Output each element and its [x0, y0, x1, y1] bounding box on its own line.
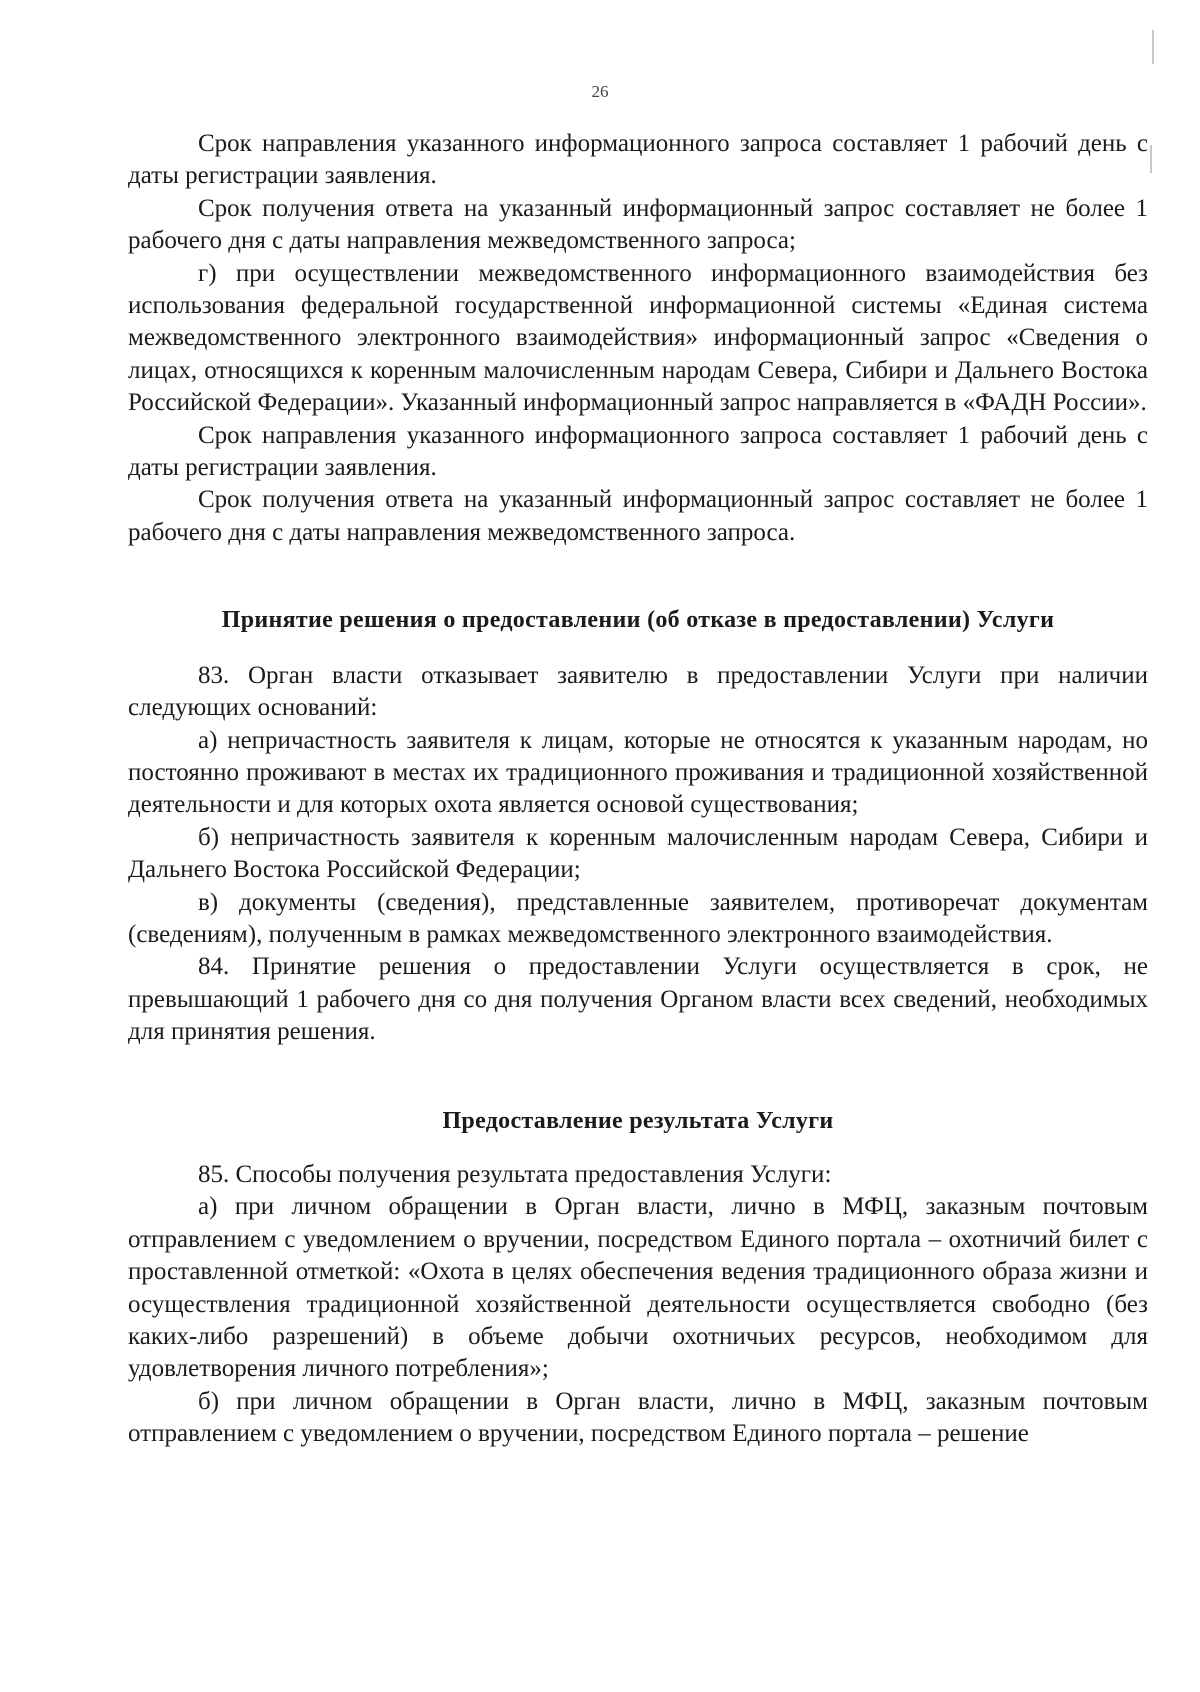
- paragraph-83-b: б) непричастность заявителя к коренным малочисленным народам Севера, Сибири и Дальнего Востока Российской Федерации;: [128, 823, 1148, 884]
- section-heading-result: Предоставление результата Услуги: [442, 1107, 834, 1134]
- paragraph-85-b: б) при личном обращении в Орган власти, лично в МФЦ, заказным почтовым отправлением с уведомлением о вручении, посредством Единого портала – решение: [128, 1387, 1148, 1448]
- paragraph-83-v: в) документы (сведения), представленные заявителем, противоречат документам (сведениям), полученным в рамках межведомственного электронного взаимодействия.: [128, 888, 1148, 948]
- page-number: 26: [591, 82, 609, 101]
- paragraph-83: 83. Орган власти отказывает заявителю в предоставлении Услуги при наличии следующих оснований:: [128, 661, 1148, 722]
- paragraph-response-deadline-2: Срок получения ответа на указанный информационный запрос составляет не более 1 рабочего дня с даты направления межведомственного запроса.: [128, 486, 1148, 546]
- section-heading-decision: Принятие решения о предоставлении (об отказе в предоставлении) Услуги: [221, 607, 1055, 634]
- paragraph-85-a: а) при личном обращении в Орган власти, лично в МФЦ, заказным почтовым отправлением с уведомлением о вручении, посредством Единого портала – охотничий билет с проставленной отметкой: «Охота в целях обеспечения ведения традиционного образа жизни и осуществления традиционной хозяйственной деятельности осуществляется свободно (без каких-либо разрешений) в объеме добычи охотничьих ресурсов, необходимом для удовлетворения личного потребления»;: [128, 1193, 1148, 1383]
- document-body: [128, 128, 1148, 1451]
- paragraph-item-g: г) при осуществлении межведомственного информационного взаимодействия без использования федеральной государственной информационной системы «Единая система межведомственного электронного взаимодействия» информационный запрос «Сведения о лицах, относящихся к коренным малочисленным народам Севера, Сибири и Дальнего Востока Российской Федерации». Указанный информационный запрос направляется в «ФАДН России».: [128, 259, 1148, 417]
- paragraph-84: 84. Принятие решения о предоставлении Услуги осуществляется в срок, не превышающий 1 рабочего дня со дня получения Органом власти всех сведений, необходимых для принятия решения.: [128, 953, 1148, 1046]
- paragraph-request-send-deadline-2: Срок направления указанного информационного запроса составляет 1 рабочий день с даты регистрации заявления.: [128, 421, 1148, 482]
- paragraph-85: 85. Способы получения результата предоставления Услуги:: [198, 1160, 832, 1188]
- paragraph-response-deadline: Срок получения ответа на указанный информационный запрос составляет не более 1 рабочего дня с даты направления межведомственного запроса;: [128, 194, 1148, 255]
- paragraph-request-send-deadline: Срок направления указанного информационного запроса составляет 1 рабочий день с даты регистрации заявления.: [128, 130, 1148, 190]
- scan-artifact: [1150, 145, 1152, 173]
- paragraph-83-a: а) непричастность заявителя к лицам, которые не относятся к указанным народам, но постоянно проживают в местах их традиционного проживания и традиционной хозяйственной деятельности и для которых охота является основой существования;: [128, 726, 1148, 819]
- scan-artifact: [1152, 30, 1154, 64]
